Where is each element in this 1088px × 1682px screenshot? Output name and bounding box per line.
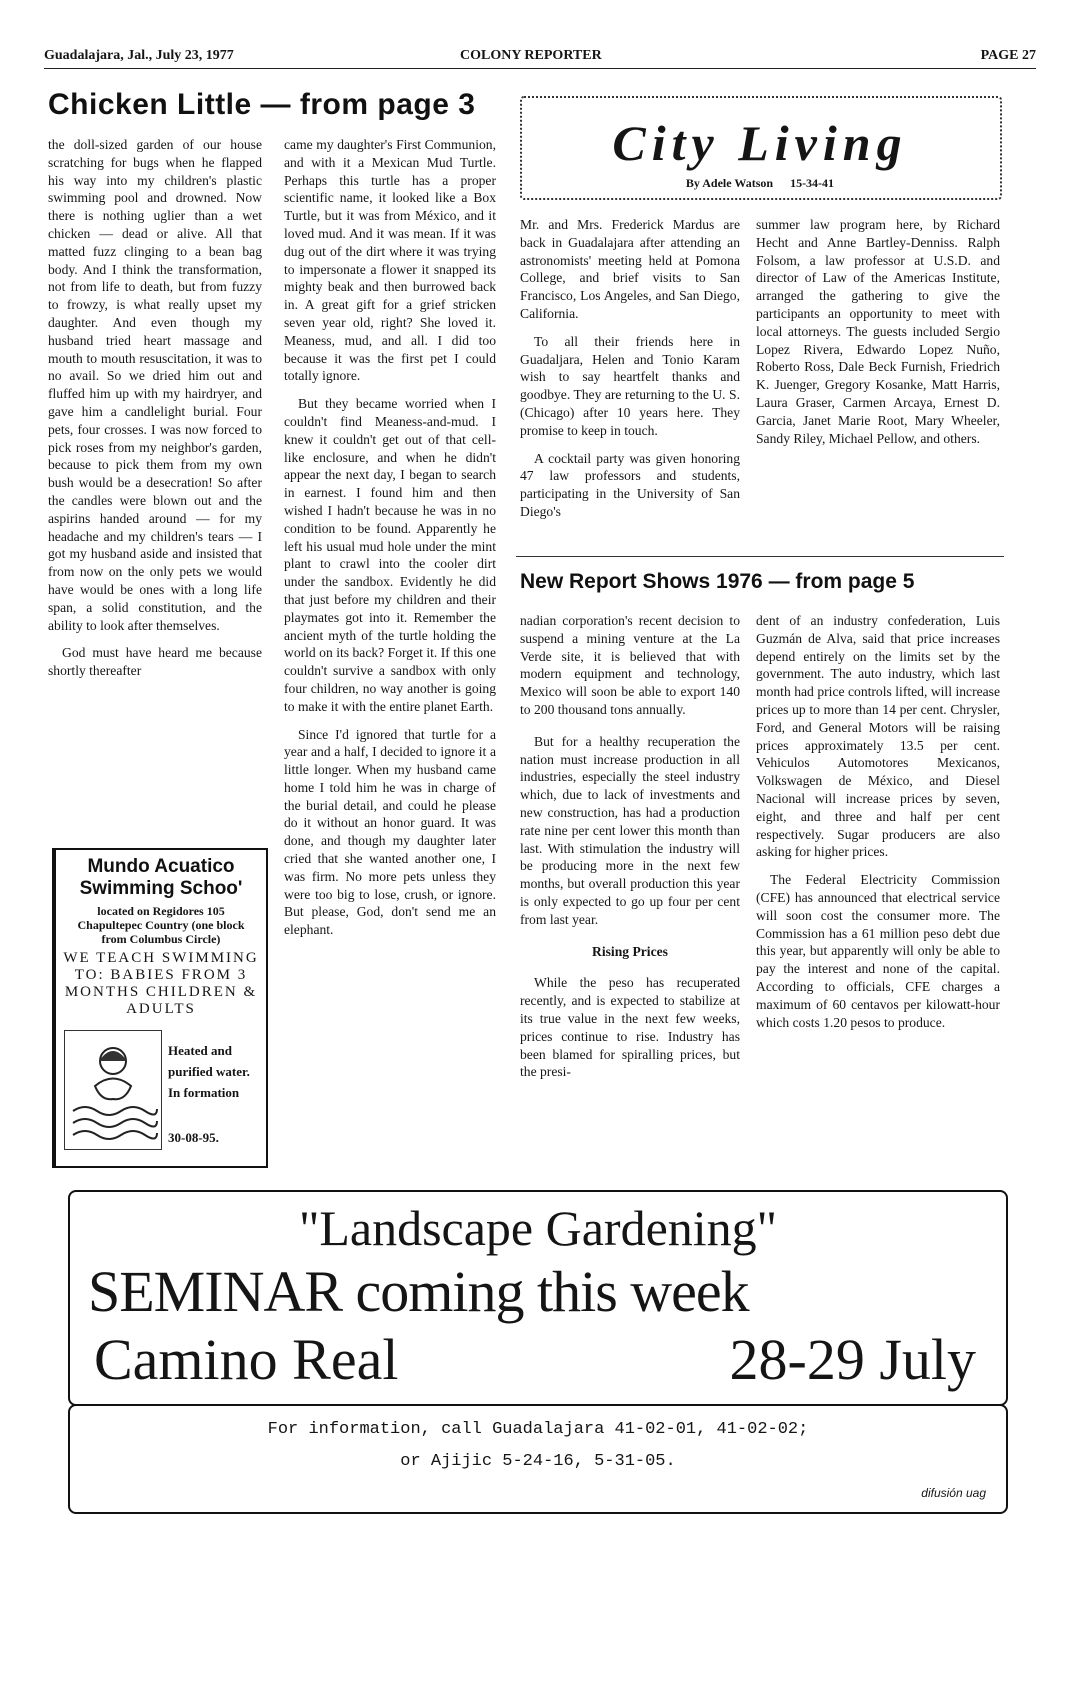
seminar-info-2: or Ajijic 5-24-16, 5-31-05.: [400, 1452, 676, 1471]
swim-ad-title-2: Swimming Schoo': [79, 878, 243, 899]
rising-prices-subhead: Rising Prices: [592, 943, 668, 959]
paragraph: The Federal Electricity Commission (CFE) has announced that electrical service will soon cost the consumer more. The Commission has a 61 million peso debt due this year, but apparently will only be able to pay the interest and none of the capital. According to officials, CFE charges a maximum of 60 centavos per kilowatt-hour which costs 1.20 pesos to produce.: [756, 872, 1000, 1030]
paragraph: But for a healthy recuperation the nation must increase production in all industries, especially the steel industry which, due to lack of investments and new construction, has had a production rate nine per cent lower this month than last. With stimulation the industry will be producing more in the next few months, but overall production this year is only expected to go up four per cent from last year.: [520, 733, 740, 927]
swim-ad-address: located on Regidores 105 Chapultepec Country (one block from Columbus Circle): [77, 904, 245, 946]
dateline: Guadalajara, Jal., July 23, 1977: [44, 48, 234, 63]
paragraph: came my daughter's First Communion, and with it a Mexican Mud Turtle. Perhaps this turtle has a proper scientific name, it looked like a Box Turtle, but it was from México, and it loved mud. And it was mean. If it was dug out of the dirt where it was trying to impersonate a flower it snapped its mighty beak and then burrowed back in. A great gift for a grief stricken seven year old, right? She loved it. Meaness, mud, and all. I did too because it was the first pet I could totally ignore.: [284, 137, 496, 384]
city-living-byline: By Adele Watson: [685, 176, 774, 190]
seminar-ad: [68, 1190, 1008, 1406]
paragraph: While the peso has recuperated recently, and is expected to stabilize at its true value in the next few weeks, prices continue to rise. Industry has been blamed for spiralling prices, but the presi-: [520, 975, 740, 1080]
chicken-little-col2: [284, 136, 496, 949]
seminar-venue: Camino Real: [94, 1327, 399, 1392]
chicken-little-headline: Chicken Little — from page 3: [48, 88, 476, 121]
new-report-col2: [756, 612, 1000, 1041]
paragraph: But they became worried when I couldn't find Meaness-and-mud. I knew it couldn't get out of that cell-like enclosure, and when he didn't appear the next day, I began to search in earnest. I found him and then wished I hadn't because he was in no condition to be found. Apparently he left his usual mud hole under the mint plant to crawl into the cooler dirt under the sandbox. Evidently he did that just before my children and their playmates got into it. Remember the ancient myth of the turtle holding the world on its back? Forget it. If this one couldn't survive a sandbox with only four children, no way another is going to make it with the entire planet Earth.: [284, 396, 496, 714]
swim-ad-title-1: Mundo Acuatico: [87, 856, 235, 877]
city-living-col2: [756, 216, 1000, 457]
seminar-line2: SEMINAR coming this week: [88, 1259, 749, 1324]
new-report-headline: New Report Shows 1976 — from page 5: [520, 570, 915, 593]
city-living-phone: 15-34-41: [790, 176, 835, 190]
paragraph: nadian corporation's recent decision to suspend a mining venture at the La Verde site, it is believed that with modern equipment and technology, Mexico will soon be able to export 140 to 200 thousand tons annually.: [520, 613, 740, 717]
city-living-header: [520, 96, 1000, 200]
swim-school-ad: [52, 848, 268, 1168]
paragraph: To all their friends here in Guadaljara, Helen and Tonio Karam wish to say heartfelt thanks and goodbye. They are returning to the U. S. (Chicago) after 10 years here. They promise to keep in touch.: [520, 333, 740, 438]
paragraph: A cocktail party was given honoring 47 law professors and students, participating in the University of San Diego's: [520, 450, 740, 519]
section-divider: [516, 556, 1004, 557]
masthead: [44, 46, 1036, 69]
paragraph: God must have heard me because shortly thereafter: [48, 645, 262, 679]
swim-ad-phone: 30-08-95.: [168, 1130, 219, 1145]
page-number: PAGE 27: [980, 48, 1036, 63]
paragraph: Mr. and Mrs. Frederick Mardus are back in Guadalajara after attending an astronomists' meeting held at Pomona College, and brief visits to San Francisco, Los Angeles, and San Diego, California.: [520, 217, 740, 321]
paragraph: Since I'd ignored that turtle for a year and a half, I decided to ignore it a little longer. When my husband came home I told him he was in charge of the burial detail, and could he please do it without an honor guard. It was done, and though my daughter later cried that she wanted another one, I was firm. No more pets unless they were too big to lose, crush, or ignore. But please, God, don't send me an elephant.: [284, 726, 496, 938]
chicken-little-col1: [48, 136, 262, 690]
seminar-info-box: [68, 1404, 1008, 1514]
paragraph: the doll-sized garden of our house scratching for bugs when he flapped his way into my children's plastic swimming pool and drowned. Now there is nothing uglier than a wet chicken — dead or alive. All that matted fuzz clinging to a bean bag body. And I think the transformation, not from life to death, but from fuzzy to frowzy, is what really upset my daughter. And even though my husband tried heart massage and mouth to mouth resuscitation, it was to no avail. So we dried him out and fluffed him up with my hairdryer, and gave him a candlelight burial. Four pets, four crosses. I was now forced to pick roses from my neighbor's garden, because to pick them from my own bush would be a desecration! So after the candles were blown out and the aspirins handed around — for my headache and my children's tears — I got my husband aside and insisted that from now on the only pets we would have would be ones with a long life span, a solid constitution, and the ability to look after themselves.: [48, 137, 262, 633]
difusion-logo: difusión uag: [921, 1486, 986, 1500]
swim-ad-heated: Heated and purified water. In formation: [168, 1043, 250, 1100]
swimmer-illustration: [64, 1030, 162, 1150]
city-living-col1: [520, 216, 740, 531]
new-report-col1: [520, 612, 740, 1091]
seminar-dates: 28-29 July: [729, 1327, 976, 1392]
city-living-title: City Living: [612, 115, 908, 171]
paragraph: summer law program here, by Richard Hecht and Anne Bartley-Denniss. Ralph Folsom, a law professor at U.S.D. and director of Law of the Americas Institute, arranged the gathering to give the participants an opportunity to meet with local attorneys. The guests included Sergio Lopez Rivera, Edwardo Lopez Nuño, Roberto Ross, Dale Beck Furnish, Friedrich K. Juenger, Gregory Kosanke, Matt Harris, Laura Graser, Carmen Arcaya, Ernest D. Garcia, Janet Marie Root, Mary Wheeler, Sandy Riley, Michael Pellow, and others.: [756, 217, 1000, 446]
paper-name: COLONY REPORTER: [460, 48, 602, 63]
seminar-title: "Landscape Gardening": [298, 1200, 778, 1256]
swim-ad-teach: WE TEACH SWIMMING TO: BABIES FROM 3 MONTHS CHILDREN & ADULTS: [63, 950, 259, 1017]
seminar-info-1: For information, call Guadalajara 41-02-01, 41-02-02;: [267, 1420, 809, 1439]
paragraph: dent of an industry confederation, Luis Guzmán de Alva, said that price increases depend entirely on the limits set by the government. The auto industry, which last month had price controls lifted, will increase prices up to more than 14 per cent. Chrysler, Ford, and General Motors will be raising prices approximately 13.5 per cent. Vehiculos Automotores Mexicanos, Volkswagen de México, and Diesel Nacional will increase prices by seven, eight, and three and half per cent respectively. Sugar producers are also asking for higher prices.: [756, 613, 1000, 860]
